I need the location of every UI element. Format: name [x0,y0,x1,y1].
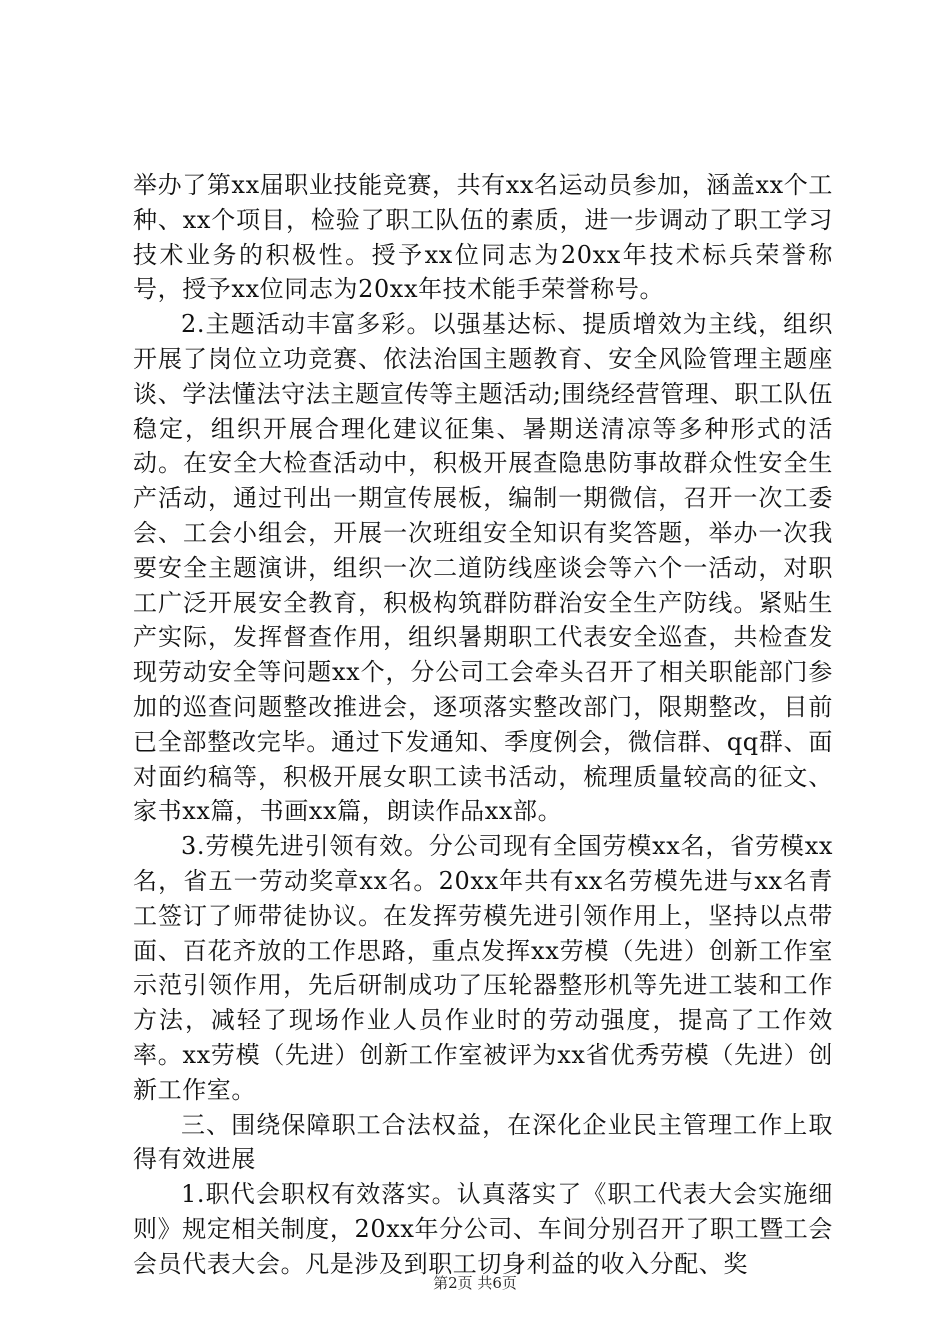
paragraph-theme-activities: 2.主题活动丰富多彩。以强基达标、提质增效为主线，组织开展了岗位立功竞赛、依法治国主题教育、安全风险管理主题座谈、学法懂法守法主题宣传等主题活动;围绕经营管理、职工队伍稳定，组织开展合理化建议征集、暑期送清凉等多种形式的活动。在安全大检查活动中，积极开展查隐患防事故群众性安全生产活动，通过刊出一期宣传展板，编制一期微信，召开一次工委会、工会小组会，开展一次班组安全知识有奖答题，举办一次我要安全主题演讲，组织一次二道防线座谈会等六个一活动，对职工广泛开展安全教育，积极构筑群防群治安全生产防线。紧贴生产实际，发挥督查作用，组织暑期职工代表安全巡查，共检查发现劳动安全等问题xx个，分公司工会牵头召开了相关职能部门参加的巡查问题整改推进会，逐项落实整改部门，限期整改，目前已全部整改完毕。通过下发通知、季度例会，微信群、qq群、面对面约稿等，积极开展女职工读书活动，梳理质量较高的征文、家书xx篇，书画xx篇，朗读作品xx部。 [133,310,833,826]
paragraph-workers-congress: 1.职代会职权有效落实。认真落实了《职工代表大会实施细则》规定相关制度，20xx年分公司、车间分别召开了职工暨工会会员代表大会。凡是涉及到职工切身利益的收入分配、奖 [133,1180,833,1278]
section-heading-three: 三、围绕保障职工合法权益，在深化企业民主管理工作上取得有效进展 [133,1110,833,1174]
page-footer: 第2页 共6页 [433,1274,517,1292]
paragraph-skills-competition: 举办了第xx届职业技能竞赛，共有xx名运动员参加，涵盖xx个工种、xx个项目，检验了职工队伍的素质，进一步调动了职工学习技术业务的积极性。授予xx位同志为20xx年技术标兵荣誉称号，授予xx位同志为20xx年技术能手荣誉称号。 [133,171,833,304]
paragraph-model-workers: 3.劳模先进引领有效。分公司现有全国劳模xx名，省劳模xx名，省五一劳动奖章xx名。20xx年共有xx名劳模先进与xx名青工签订了师带徒协议。在发挥劳模先进引领作用上，坚持以点带面、百花齐放的工作思路，重点发挥xx劳模（先进）创新工作室示范引领作用，先后研制成功了压轮器整形机等先进工装和工作方法，减轻了现场作业人员作业时的劳动强度，提高了工作效率。xx劳模（先进）创新工作室被评为xx省优秀劳模（先进）创新工作室。 [133,832,833,1104]
document-body [133,168,833,1282]
